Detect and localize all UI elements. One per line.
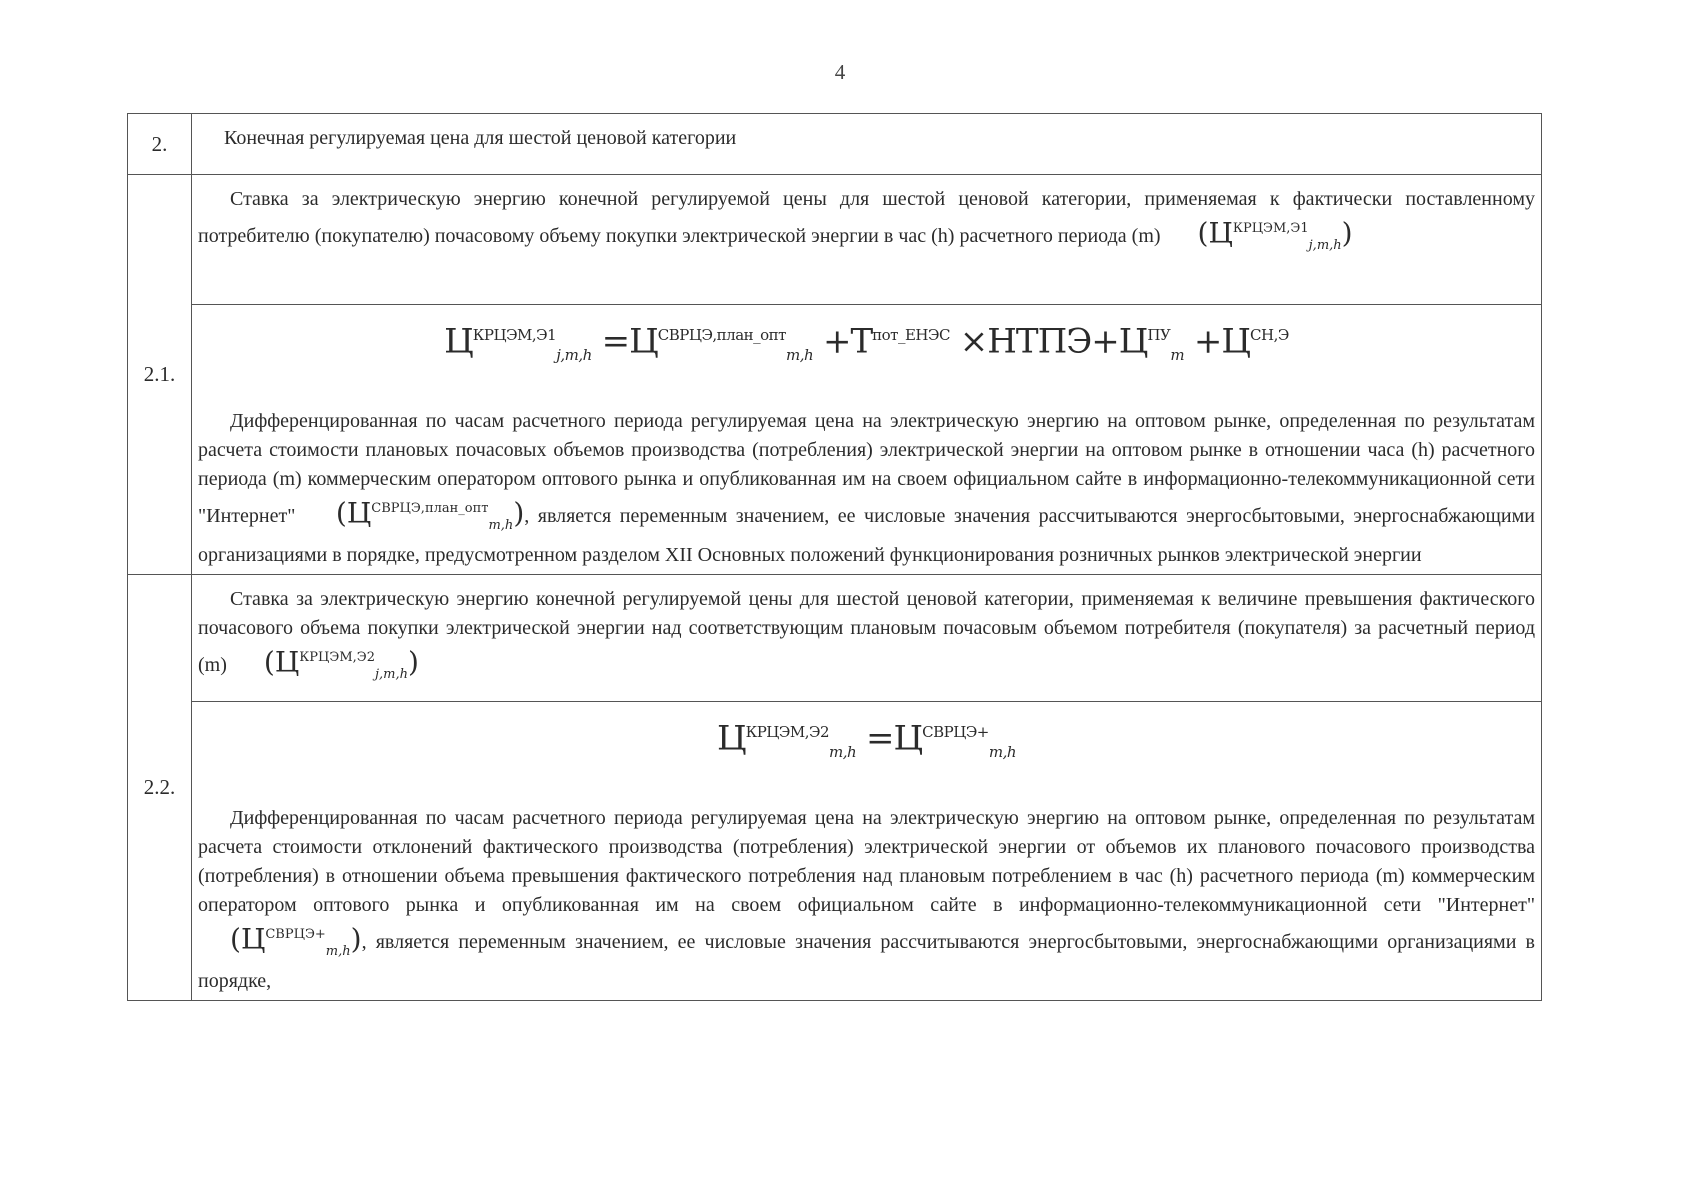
table-row-section-2: [128, 114, 1542, 175]
row-number-2: 2.: [128, 114, 192, 175]
table-row-section-2-1-description: [128, 175, 1542, 305]
section-2-1-description-cell: [192, 175, 1542, 305]
section-2-2-symbol: $(Ц^{КРЦЭМ,Э2}_{j,m,h})$: [263, 645, 419, 682]
section-2-2-explanation: Дифференцированная по часам расчетного периода регулируемая цена на электрическую энергию на оптовом рынке, определенная по результатам расчета стоимости отклонений фактического производства (потребления) электрической энергии от объемов их планового почасового производства (потребления) в отношении объема превышения фактического потребления над плановым потреблением в час (h) расчетного периода (m) коммерческим оператором оптового рынка и опубликованная им на своем официальном сайте в информационно-телекоммуникационной сети "Интернет" $(Ц^{СВРЦЭ+}_{m,h})$, является переменным значением, ее числовые значения рассчитываются энергосбытовыми, энергоснабжающими организациями в порядке,: [198, 807, 1535, 993]
table-row-section-2-1-formula: [128, 305, 1542, 575]
section-2-1-formula-cell: [192, 305, 1542, 575]
section-2-1-explanation: Дифференцированная по часам расчетного периода регулируемая цена на электрическую энергию на оптовом рынке, определенная по результатам расчета стоимости плановых почасовых объемов производства (потребления) электрической энергии на оптовом рынке в отношении часа (h) расчетного периода (m) коммерческим оператором оптового рынка и опубликованная им на своем официальном сайте в информационно-телекоммуникационной сети "Интернет" $(Ц^{СВРЦЭ,план\_опт}_{m,h})$, является переменным значением, ее числовые значения рассчитываются энергосбытовыми, энергоснабжающими организациями в порядке, предусмотренном разделом XII Основных положений функционирования розничных рынков электрической энергии: [198, 410, 1535, 567]
section-2-2-explanation-symbol: $(Ц^{СВРЦЭ+}_{m,h})$: [230, 922, 362, 960]
section-2-heading: Конечная регулируемая цена для шестой ценовой категории: [192, 114, 1542, 175]
section-2-1-symbol: $(Ц^{КРЦЭМ,Э1}_{j,m,h})$: [1197, 216, 1353, 253]
tariff-table: [127, 113, 1542, 1001]
table-row-section-2-2-formula: [128, 702, 1542, 1001]
table-row-section-2-2-description: [128, 575, 1542, 702]
section-2-2-description-cell: [192, 575, 1542, 702]
row-number-2-2: 2.2.: [128, 575, 192, 1001]
page-number: 4: [834, 60, 846, 84]
section-2-1-description: Ставка за электрическую энергию конечной регулируемой цены для шестой ценовой категории, применяемая к фактически поставленному потребителю (покупателю) почасовому объему покупки электрической энергии в час (h) расчетного периода (m): [198, 188, 1535, 248]
section-2-2-formula: $Ц^{КРЦЭМ,Э2}_{m,h} =Ц^{СВРЦЭ+}_{m,h}$: [716, 718, 1017, 762]
section-2-1-formula: $Ц^{КРЦЭМ,Э1}_{j,m,h} =Ц^{СВРЦЭ,план\_опт}_{m,h} +Т^{пот\_ЕНЭС}$ $\times НТПЭ+Ц^{ПУ}_m +Ц^{СН,Э}$: [444, 321, 1289, 365]
section-2-2-description: Ставка за электрическую энергию конечной регулируемой цены для шестой ценовой категории, применяемая к величине превышения фактического почасового объема покупки электрической энергии над соответствующим плановым почасовым объемом потребителя (покупателя) за расчетный период (m): [198, 588, 1535, 677]
section-2-1-explanation-symbol: $(Ц^{СВРЦЭ,план\_опт}_{m,h})$: [335, 496, 525, 534]
row-number-2-1: 2.1.: [128, 175, 192, 575]
section-2-2-formula-cell: [192, 702, 1542, 1001]
